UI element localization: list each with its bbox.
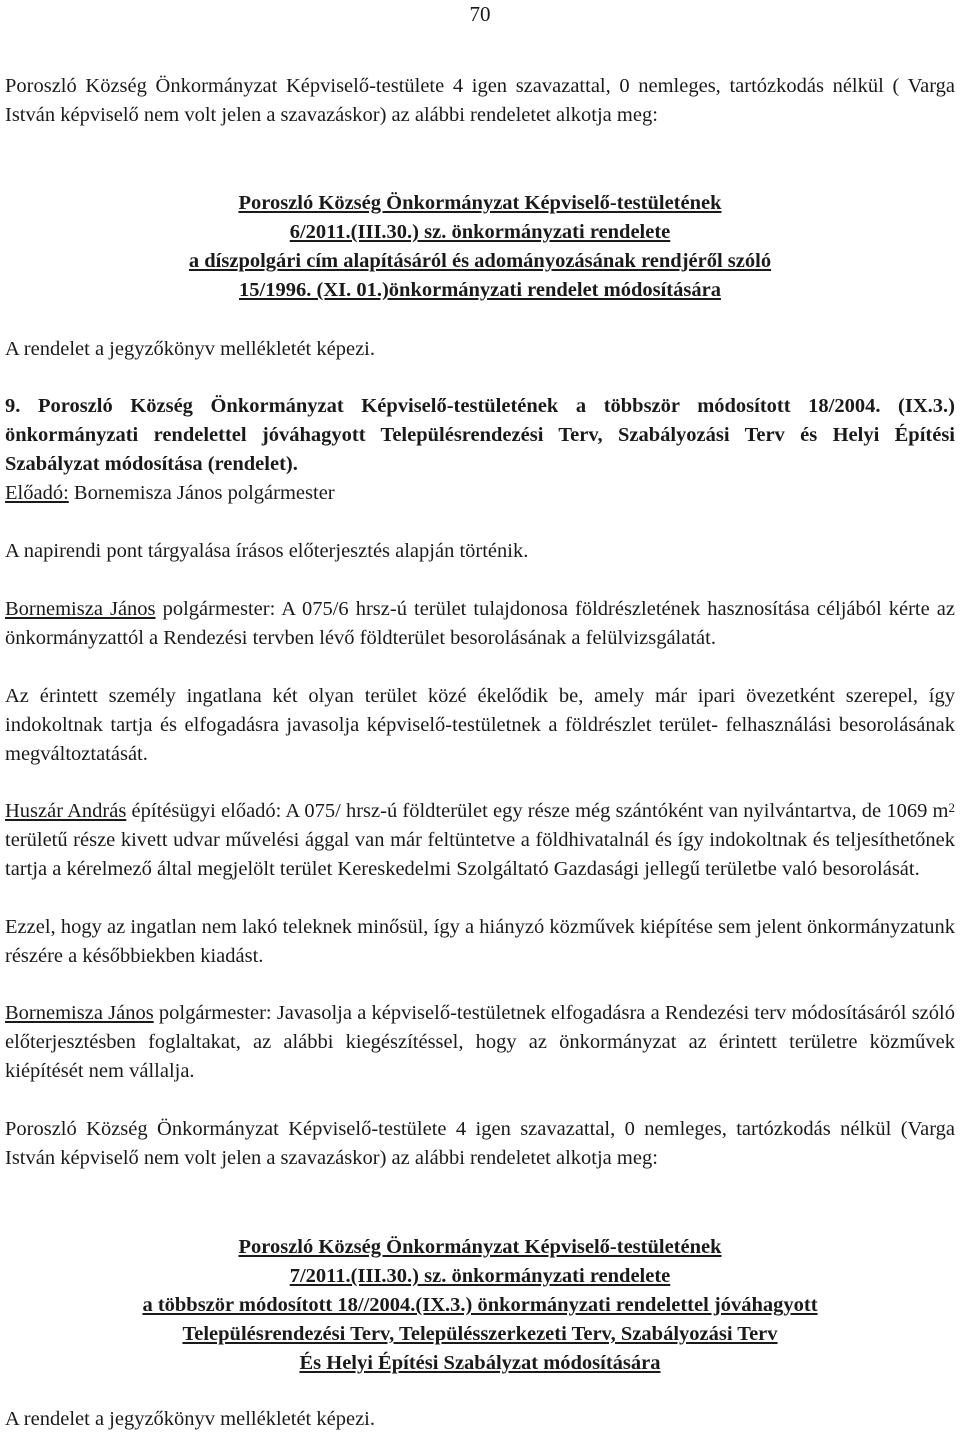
decree-1-line-1: Poroszló Község Önkormányzat Képviselő-testületének [238,192,722,214]
speaker-name: Bornemisza János [5,598,156,620]
speaker-name: Bornemisza János [5,1002,154,1024]
page-number: 70 [469,2,491,26]
decree-2-line-1: Poroszló Község Önkormányzat Képviselő-testületének [238,1236,722,1258]
speaker-name: Huszár András [5,800,127,822]
agenda-note: A napirendi pont tárgyalása írásos előterjesztés alapján történik. [5,540,529,562]
agenda-item-9-title: 9. Poroszló Község Önkormányzat Képviselő-testületének a többször módosított 18/2004. (IX.3.) önkormányzati rendelettel jóváhagyott Településrendezési Terv, Szabályozási Terv és Helyi Építési Szabályzat módosítása (rendelet). [5,395,955,475]
decree-2-line-3: a többször módosított 18//2004.(IX.3.) önkormányzati rendelettel jóváhagyott [142,1294,818,1316]
speech-1-part-a [5,595,955,653]
speech-2-part-a [5,797,955,884]
speech-text: polgármester: A 075/6 hrsz-ú terület tulajdonosa földrészletének hasznosítása céljából kérte az önkormányzattól a Rendezési tervben lévő földterület besorolásának a felülvizsgálatát. [5,598,955,649]
decree-2-line-4: Településrendezési Terv, Településszerkezeti Terv, Szabályozási Terv [182,1323,778,1345]
presenter-name: Bornemisza János polgármester [68,482,335,504]
vote-paragraph-1: Poroszló Község Önkormányzat Képviselő-testülete 4 igen szavazattal, 0 nemleges, tartózkodás nélkül ( Varga István képviselő nem volt jelen a szavazáskor) az alábbi rendeletet alkotja meg: [5,75,955,126]
superscript: 2 [948,800,955,815]
speech-2-part-c: Ezzel, hogy az ingatlan nem lakó teleknek minősül, így a hiányzó közművek kiépítése sem jelent önkormányzatunk részére a későbbiekben kiadást. [5,916,955,967]
presenter-label: Előadó: [5,482,69,504]
annex-note-1: A rendelet a jegyzőkönyv mellékletét képezi. [5,338,375,360]
speech-3 [5,999,955,1086]
annex-note-2: A rendelet a jegyzőkönyv mellékletét képezi. [5,1408,375,1430]
decree-1-line-3: a díszpolgári cím alapításáról és adományozásának rendjéről szóló [188,250,772,272]
presenter-line [5,479,955,508]
speech-text: polgármester: Javasolja a képviselő-testületnek elfogadásra a Rendezési terv módosításáról szóló előterjesztésben foglaltakat, az alábbi kiegészítéssel, hogy az önkormányzat az érintett területre közművek kiépítését nem vállalja. [5,1002,955,1082]
decree-2-line-2: 7/2011.(III.30.) sz. önkormányzati rendelete [289,1265,671,1287]
decree-2-line-5: És Helyi Építési Szabályzat módosítására [299,1352,661,1374]
speech-1-part-b: Az érintett személy ingatlana két olyan terület közé ékelődik be, amely már ipari övezetként szerepel, így indokoltnak tartja és elfogadásra javasolja képviselő-testületnek a földrészlet terület- felhasználási besorolásának megváltoztatását. [5,685,955,765]
decree-1-line-2: 6/2011.(III.30.) sz. önkormányzati rendelete [289,221,671,243]
speech-text-cont: területű része kivett udvar művelési ággal van már feltüntetve a földhivatalnál és így indokoltnak és teljesíthetőnek tartja a kérelmező által megjelölt terület Kereskedelmi Szolgáltató Gazdasági jellegű területbe való besorolását. [5,829,955,880]
speech-text: építésügyi előadó: A 075/ hrsz-ú földterület egy része még szántóként van nyilvántartva, de 1069 m [126,800,949,822]
decree-1-line-4: 15/1996. (XI. 01.)önkormányzati rendelet módosítására [239,279,721,301]
vote-paragraph-2: Poroszló Község Önkormányzat Képviselő-testülete 4 igen szavazattal, 0 nemleges, tartózkodás nélkül (Varga István képviselő nem volt jelen a szavazáskor) az alábbi rendeletet alkotja meg: [5,1118,955,1169]
